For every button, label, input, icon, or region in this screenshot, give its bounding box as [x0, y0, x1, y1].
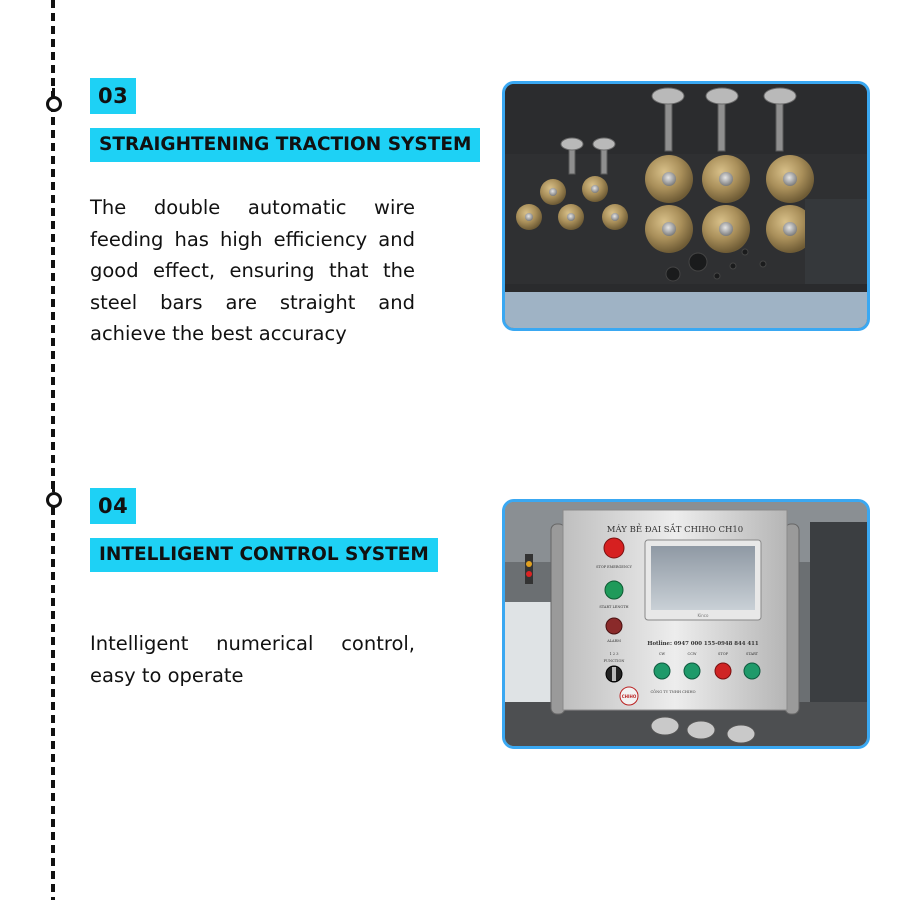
button-label-start: START	[746, 652, 758, 656]
function-label: FUNCTION	[603, 659, 625, 663]
button-label-ccw: CCW	[687, 652, 697, 656]
hotline-text: Hotline: 0947 000 155-0948 844 411	[647, 641, 759, 647]
emergency-label: STOP EMERGENCY	[596, 565, 632, 569]
timeline-node-stem-03	[52, 88, 55, 96]
panel-heading: MÁY BẺ ĐAI SẮT CHIHO CH10	[606, 525, 744, 535]
control-panel-photo	[502, 499, 870, 749]
section-description: The double automatic wire feeding has high efficiency and good effect, ensuring that the steel bars are straight and achieve the best accuracy	[90, 196, 415, 345]
timeline-node-03	[46, 96, 62, 112]
ccw-button[interactable]	[684, 663, 700, 679]
timeline-node-04	[46, 492, 62, 508]
section-number-badge: 03	[90, 78, 136, 114]
alarm-light	[606, 618, 622, 634]
section-number-badge: 04	[90, 488, 136, 524]
section-title-badge: INTELLIGENT CONTROL SYSTEM	[90, 538, 438, 572]
control-panel-illustration	[505, 502, 867, 746]
straightening-rollers-illustration	[505, 84, 867, 328]
logo-text: CHIHO	[621, 694, 637, 699]
company-text: CÔNG TY TNHH CHIHO	[650, 690, 696, 694]
start-button[interactable]	[744, 663, 760, 679]
cw-button[interactable]	[654, 663, 670, 679]
emergency-stop-button[interactable]	[604, 538, 624, 558]
section-description: Intelligent numerical control, easy to operate	[90, 632, 415, 687]
start-length-button[interactable]	[605, 581, 623, 599]
section-title-badge: STRAIGHTENING TRACTION SYSTEM	[90, 128, 480, 162]
timeline-node-stem-04	[52, 484, 55, 492]
alarm-label: ALARM	[607, 639, 621, 643]
button-label-cw: CW	[658, 652, 666, 656]
timeline-dashed-line	[51, 0, 55, 900]
screen-brand: Kinco	[697, 613, 709, 618]
button-label-stop: STOP	[718, 652, 728, 656]
straightening-rollers-photo	[502, 81, 870, 331]
selector-positions: 1 2 3	[609, 652, 619, 656]
stop-button[interactable]	[715, 663, 731, 679]
start-length-label: START LENGTH	[599, 605, 629, 609]
